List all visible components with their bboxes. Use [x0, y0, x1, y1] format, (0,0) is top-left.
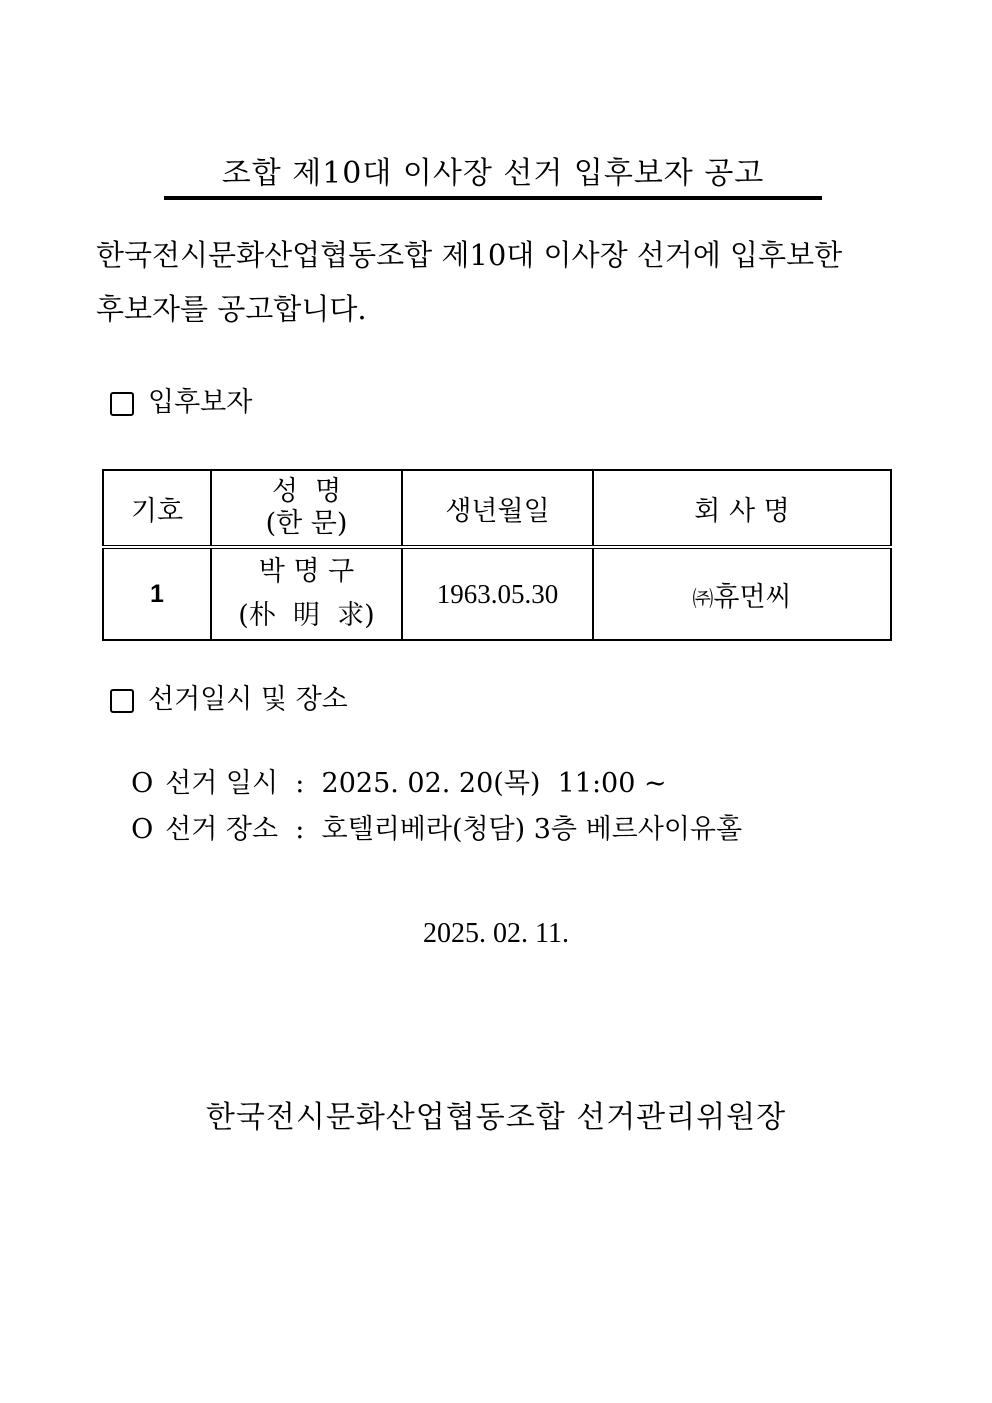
bullet-circle-icon: O	[131, 814, 154, 845]
candidate-name-hanja: (朴 明 求)	[238, 600, 375, 631]
table-row	[103, 547, 891, 640]
intro-paragraph	[96, 228, 896, 336]
election-heading-label: 선거일시 및 장소	[148, 684, 348, 715]
header-name	[211, 470, 402, 547]
election-heading	[110, 683, 348, 717]
cell-company	[593, 547, 891, 640]
company-prefix: ㈜	[692, 586, 714, 611]
election-place-line	[114, 776, 742, 848]
header-birth: 생년월일	[402, 470, 593, 547]
cell-no: 1	[103, 547, 211, 640]
checkbox-square-icon	[110, 689, 134, 713]
header-company: 회 사 명	[593, 470, 891, 547]
header-name-top: 성 명	[271, 476, 342, 507]
candidates-heading	[110, 386, 252, 420]
cell-name	[211, 547, 402, 640]
election-place-label: 선거 장소 :	[165, 814, 305, 845]
checkbox-square-icon	[110, 392, 134, 416]
candidate-name: 박 명 구	[258, 556, 355, 587]
election-date-label: 선거 일시 :	[165, 768, 305, 799]
cell-birth: 1963.05.30	[402, 547, 593, 640]
header-name-bottom: (한 문)	[265, 508, 348, 539]
notice-title: 조합 제10대 이사장 선거 입후보자 공고	[164, 152, 822, 200]
table-header-row	[103, 470, 891, 547]
intro-line-2: 후보자를 공고합니다.	[96, 292, 367, 326]
election-place-value: 호텔리베라(청담) 3층 베르사이유홀	[321, 814, 743, 845]
intro-line-1: 한국전시문화산업협동조합 제10대 이사장 선거에 입후보한	[96, 238, 843, 272]
header-no: 기호	[103, 470, 211, 547]
bullet-circle-icon: O	[131, 768, 154, 799]
election-date-value: 2025. 02. 20(목) 11:00 ~	[321, 768, 667, 799]
candidates-table	[102, 469, 892, 641]
company-name: 휴먼씨	[713, 581, 792, 613]
issue-date: 2025. 02. 11.	[423, 918, 569, 949]
signer: 한국전시문화산업협동조합 선거관리위원장	[205, 1100, 787, 1135]
candidates-heading-label: 입후보자	[148, 387, 253, 418]
